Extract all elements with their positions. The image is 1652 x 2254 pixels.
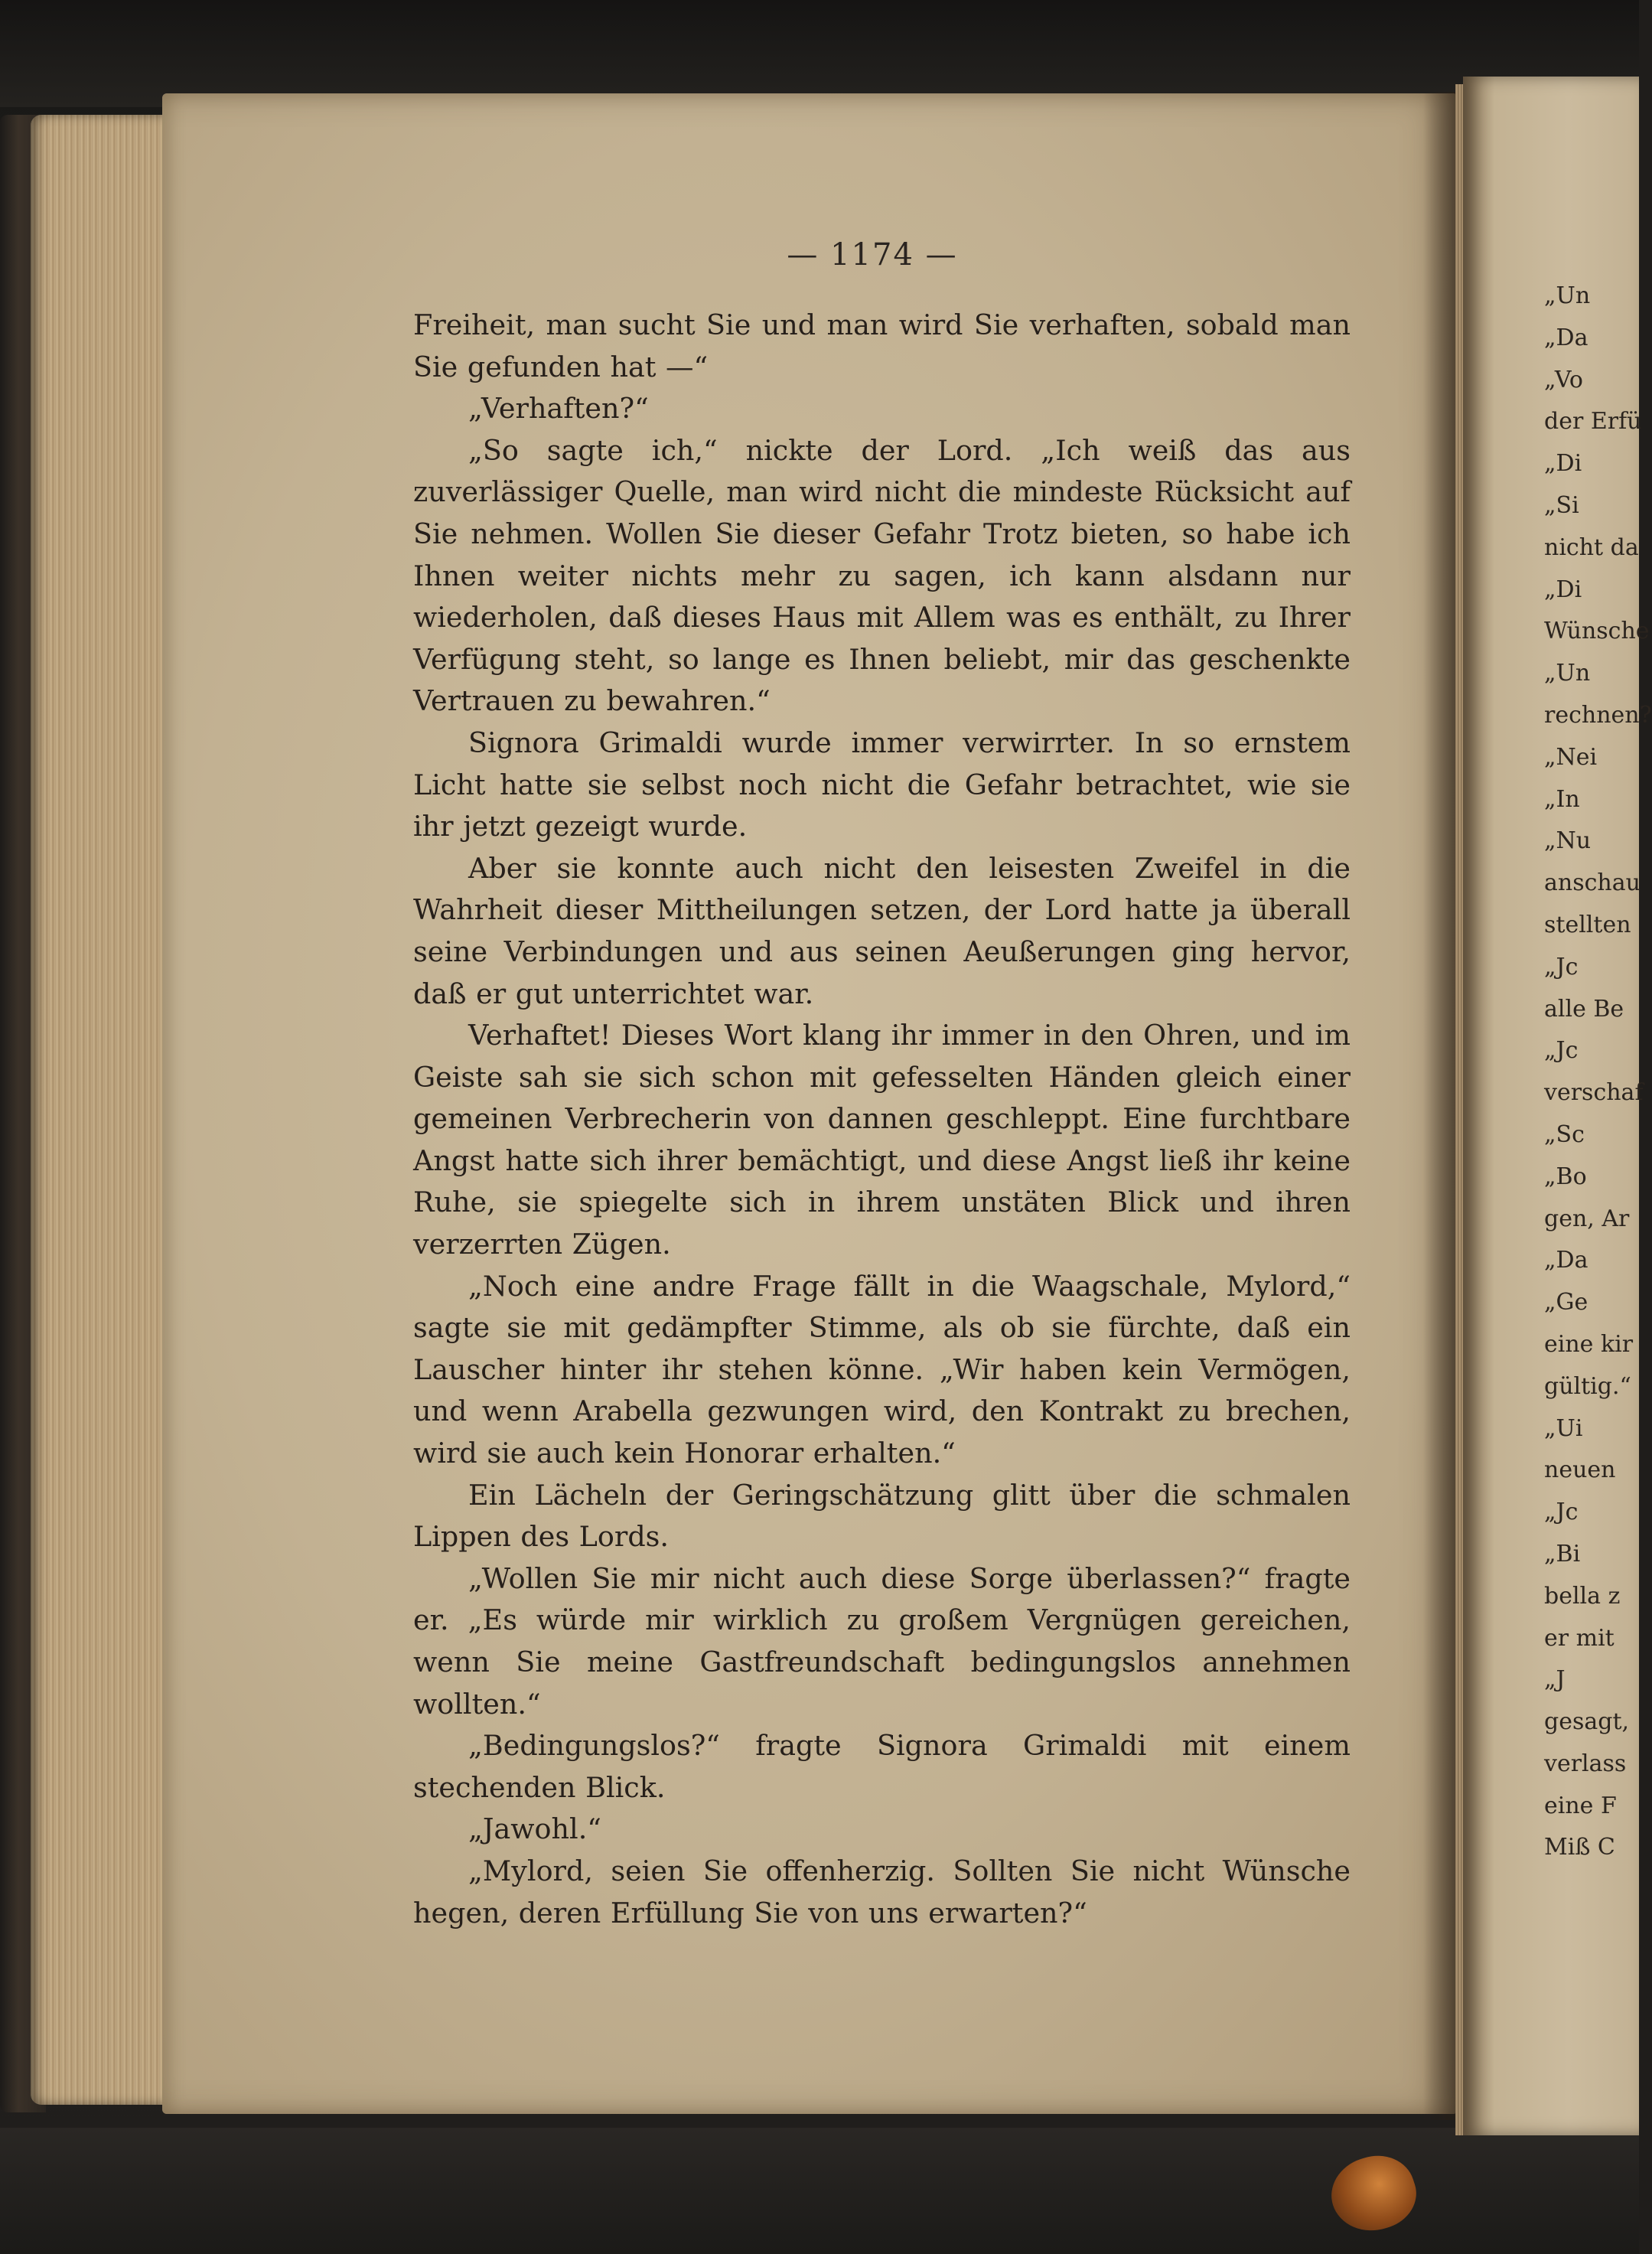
facing-page-line: „Jc: [1544, 953, 1579, 980]
facing-page-line: der Erfü: [1544, 408, 1642, 435]
page-edges: [31, 115, 172, 2105]
facing-page-line: „Di: [1544, 576, 1582, 603]
facing-page-line: „Bo: [1544, 1163, 1587, 1190]
facing-page-line: „Nei: [1544, 743, 1598, 771]
facing-page-line: eine kir: [1544, 1330, 1634, 1358]
facing-page-line: bella z: [1544, 1582, 1621, 1610]
facing-page-line: „Di: [1544, 450, 1582, 478]
facing-page-line: „Ge: [1544, 1289, 1588, 1316]
paragraph: Signora Grimaldi wurde immer verwirrter. In so ernstem Licht hatte sie selbst noch nicht die Gefahr betrachtet, wie sie ihr jetzt gezeigt wurde.: [413, 726, 1351, 843]
facing-page-line: anschau: [1544, 869, 1641, 897]
facing-page-line: „Nu: [1544, 827, 1592, 855]
paragraph: „Bedingungslos?“ fragte Signora Grimaldi mit einem stechenden Blick.: [413, 1729, 1351, 1804]
background-cloth-top: [0, 0, 1639, 107]
facing-page-line: „Da: [1544, 1247, 1588, 1274]
paragraph: Ein Lächeln der Geringschätzung glitt über die schmalen Lippen des Lords.: [413, 1478, 1351, 1554]
paragraph: „Jawohl.“: [468, 1812, 601, 1846]
facing-page-line: „Si: [1544, 491, 1579, 519]
facing-page-line: „Un: [1544, 282, 1591, 309]
facing-page-line: stellten: [1544, 911, 1631, 938]
paragraph: „So sagte ich,“ nickte der Lord. „Ich weiß das aus zuverlässiger Quelle, man wird nicht die mindeste Rücksicht auf Sie nehmen. Wollen Sie dieser Gefahr Trotz bieten, so habe ich Ihnen weiter nichts mehr zu sagen, ich kann alsdann nur wiederholen, daß dieses Haus mit Allem was es enthält, zu Ihrer Verfügung steht, so lange es Ihnen beliebt, mir das geschenkte Vertrauen zu bewahren.“: [413, 433, 1351, 718]
paragraph: „Wollen Sie mir nicht auch diese Sorge überlassen?“ fragte er. „Es würde mir wirklich zu großem Vergnügen gereichen, wenn Sie meine Gastfreundschaft bedingungslos annehmen wollten.“: [413, 1561, 1351, 1721]
paragraph: Verhaftet! Dieses Wort klang ihr immer in den Ohren, und im Geiste sah sie sich schon mit gefesselten Händen gleich einer gemeinen Verbrecherin von dannen geschleppt. Eine furchtbare Angst hatte sich ihrer bemächtigt, und diese Angst ließ ihr keine Ruhe, sie spiegelte sich in ihrem unstäten Blick und ihren verzerrten Zügen.: [413, 1019, 1351, 1261]
paragraph: Aber sie konnte auch nicht den leisesten Zweifel in die Wahrheit dieser Mittheilungen setzen, der Lord hatte ja überall seine Verbindungen und aus seinen Aeußerungen ging hervor, daß er gut unterrichtet war.: [413, 851, 1351, 1010]
facing-page-line: gültig.“: [1544, 1372, 1631, 1400]
facing-page-line: „Da: [1544, 324, 1588, 351]
facing-page-line: rechnen?: [1544, 701, 1652, 729]
facing-page-line: verschaf: [1544, 1079, 1644, 1107]
facing-page-line: „Jc: [1544, 1499, 1579, 1526]
facing-page-line: „Vo: [1544, 366, 1583, 393]
facing-page-line: verlass: [1544, 1750, 1627, 1777]
paragraph: „Verhaften?“: [468, 392, 649, 426]
facing-page-line: gesagt,: [1544, 1708, 1630, 1736]
facing-page-line: „In: [1544, 785, 1580, 813]
facing-page-line: „Ui: [1544, 1414, 1583, 1442]
facing-page-line: er mit: [1544, 1624, 1615, 1652]
facing-page-line: „J: [1544, 1666, 1566, 1694]
facing-page-line: neuen: [1544, 1456, 1616, 1484]
facing-page-line: „Bi: [1544, 1540, 1581, 1567]
paragraph: „Mylord, seien Sie offenherzig. Sollten Sie nicht Wünsche hegen, deren Erfüllung Sie von uns erwarten?“: [413, 1854, 1351, 1929]
facing-page-line: „Jc: [1544, 1037, 1579, 1065]
facing-page-line: Wünsche: [1544, 618, 1650, 645]
facing-page-line: Miß C: [1544, 1834, 1615, 1861]
facing-page-line: „Un: [1544, 660, 1591, 687]
facing-page-line: eine F: [1544, 1792, 1617, 1819]
facing-page-line: alle Be: [1544, 995, 1624, 1023]
facing-page-line: gen, Ar: [1544, 1205, 1630, 1232]
page-number: — 1174 —: [787, 237, 958, 272]
facing-page-text: [1544, 276, 1652, 1869]
facing-page-line: „Sc: [1544, 1120, 1585, 1148]
facing-page-line: nicht da: [1544, 533, 1639, 561]
page-text: [413, 305, 1351, 1934]
paragraph: Freiheit, man sucht Sie und man wird Sie verhaften, sobald man Sie gefunden hat —“: [413, 308, 1351, 383]
paragraph: „Noch eine andre Frage fällt in die Waagschale, Mylord,“ sagte sie mit gedämpfter Stimme, als ob sie fürchte, daß ein Lauscher hinter ihr stehen könne. „Wir haben kein Vermögen, und wenn Arabella gezwungen wird, den Kontrakt zu brechen, wird sie auch kein Honorar erhalten.“: [413, 1269, 1351, 1470]
